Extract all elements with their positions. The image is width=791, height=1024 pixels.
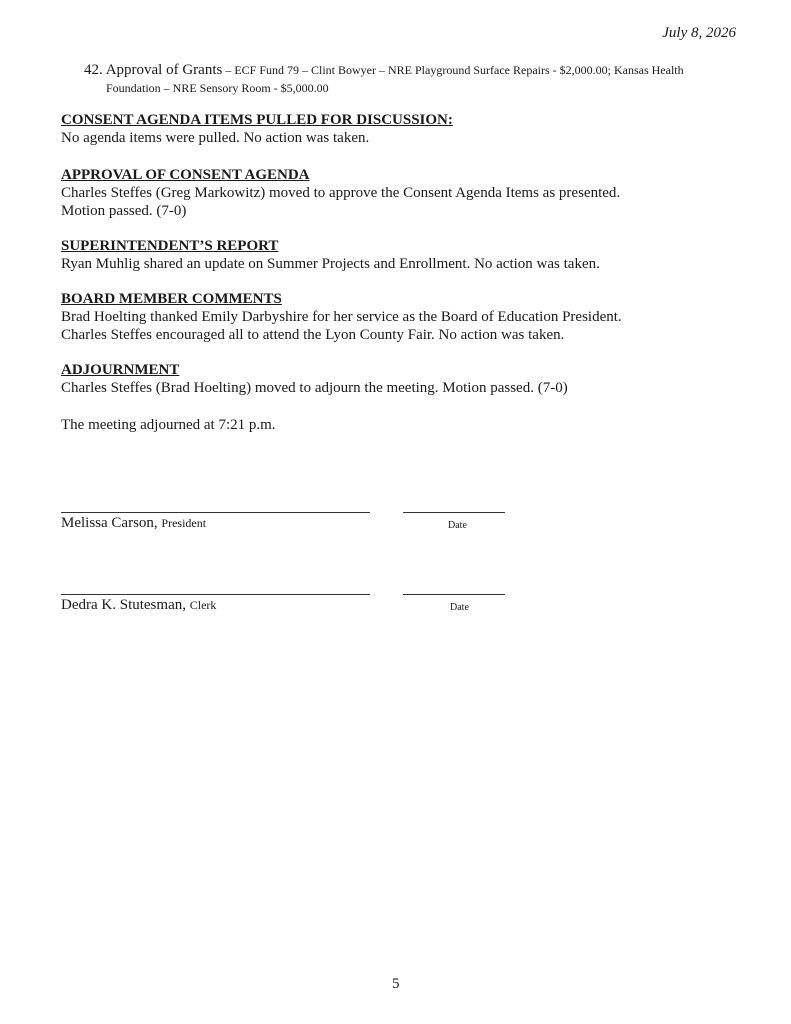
president-date-label: Date: [448, 520, 467, 531]
president-date-line: [403, 512, 505, 513]
section-superintendent-report: [61, 237, 751, 273]
agenda-item-detail-line2: Foundation – NRE Sensory Room - $5,000.00: [106, 81, 329, 95]
section-board-comments: [61, 290, 751, 344]
section-approval-consent: [61, 166, 751, 220]
signer-role: Clerk: [189, 598, 217, 612]
signer-role: President: [161, 516, 207, 530]
signer-name: Melissa Carson,: [61, 515, 158, 531]
adjourned-time-text: The meeting adjourned at 7:21 p.m.: [61, 417, 276, 433]
section-text: Charles Steffes encouraged all to attend the Lyon County Fair. No action was taken.: [61, 327, 565, 343]
meeting-date: July 8, 2026: [662, 25, 736, 41]
president-signature-name: [61, 515, 206, 532]
section-text: No agenda items were pulled. No action was taken.: [61, 130, 370, 146]
clerk-date-line: [403, 594, 505, 595]
agenda-item-title: Approval of Grants: [105, 62, 223, 78]
section-text: Charles Steffes (Brad Hoelting) moved to adjourn the meeting. Motion passed. (7-0): [61, 380, 568, 396]
clerk-signature-line: [61, 594, 370, 595]
section-text: Brad Hoelting thanked Emily Darbyshire for her service as the Board of Education President.: [61, 309, 622, 325]
clerk-signature-name: [61, 597, 216, 614]
section-heading: BOARD MEMBER COMMENTS: [61, 291, 282, 307]
section-consent-pulled: [61, 111, 751, 147]
agenda-item-detail-line1: – ECF Fund 79 – Clint Bowyer – NRE Playground Surface Repairs - $2,000.00; Kansas Health: [222, 63, 684, 77]
section-text: Charles Steffes (Greg Markowitz) moved to approve the Consent Agenda Items as presented.: [61, 185, 621, 201]
agenda-item-number: 42.: [84, 62, 103, 78]
president-signature-line: [61, 512, 370, 513]
page-number: 5: [392, 976, 400, 992]
section-heading: ADJOURNMENT: [61, 362, 180, 378]
section-heading: CONSENT AGENDA ITEMS PULLED FOR DISCUSSION:: [61, 112, 453, 128]
signer-name: Dedra K. Stutesman,: [61, 597, 186, 613]
section-text: Motion passed. (7-0): [61, 203, 187, 219]
clerk-date-label: Date: [450, 602, 469, 613]
section-text: Ryan Muhlig shared an update on Summer Projects and Enrollment. No action was taken.: [61, 256, 600, 272]
section-heading: APPROVAL OF CONSENT AGENDA: [61, 167, 310, 183]
section-heading: SUPERINTENDENT’S REPORT: [61, 238, 279, 254]
section-adjournment: [61, 361, 751, 397]
agenda-item-42: [84, 61, 734, 97]
